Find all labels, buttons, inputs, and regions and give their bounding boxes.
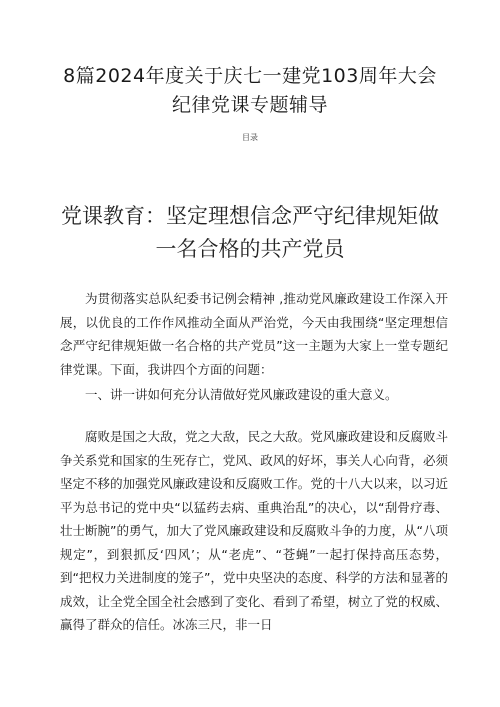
paragraph-heading: 一、讲一讲如何充分认清做好党风廉政建设的重大意义。 [85, 387, 398, 402]
document-title: 8篇2024年度关于庆七一建党103周年大会纪律党课专题辅导 [63, 65, 437, 116]
section-title: 党课教育：坚定理想信念严守纪律规矩做一名合格的共产党员 [61, 204, 439, 261]
table-of-contents-label: 目录 [242, 133, 258, 142]
paragraph: 腐败是国之大敌，党之大敌，民之大敌。党风廉政建设和反腐败斗争关系党和国家的生死存亡，党风、政风的好坏，事关人心向背，必须坚定不移的加强党风廉政建设和反腐败工作。党的十八大以来，以习近平为总书记的党中央“以猛药去病、重典治乱”的决心，以“刮骨疗毒、壮士断腕”的勇气，加大了党风廉政建设和反腐败斗争的力度，从“八项规定”，到狠抓反‘四风’；从“老虎”、“苍蝇”一起打保持高压态势，到“把权力关进制度的笼子”，党中央坚决的态度、科学的方法和显著的成效，让全党全国全社会感到了变化、看到了希望，树立了党的权威、赢得了群众的信任。冰冻三尺，非一日 [60, 429, 448, 632]
paragraph: 为贯彻落实总队纪委书记例会精神 ,推动党风廉政建设工作深入开展，以优良的工作作风推动全面从严治党，今天由我围绕“坚定理想信念严守纪律规矩做一名合格的共产党员”这一主题为大家上一堂专题纪律党课。下面，我讲四个方面的问题： [60, 291, 448, 377]
